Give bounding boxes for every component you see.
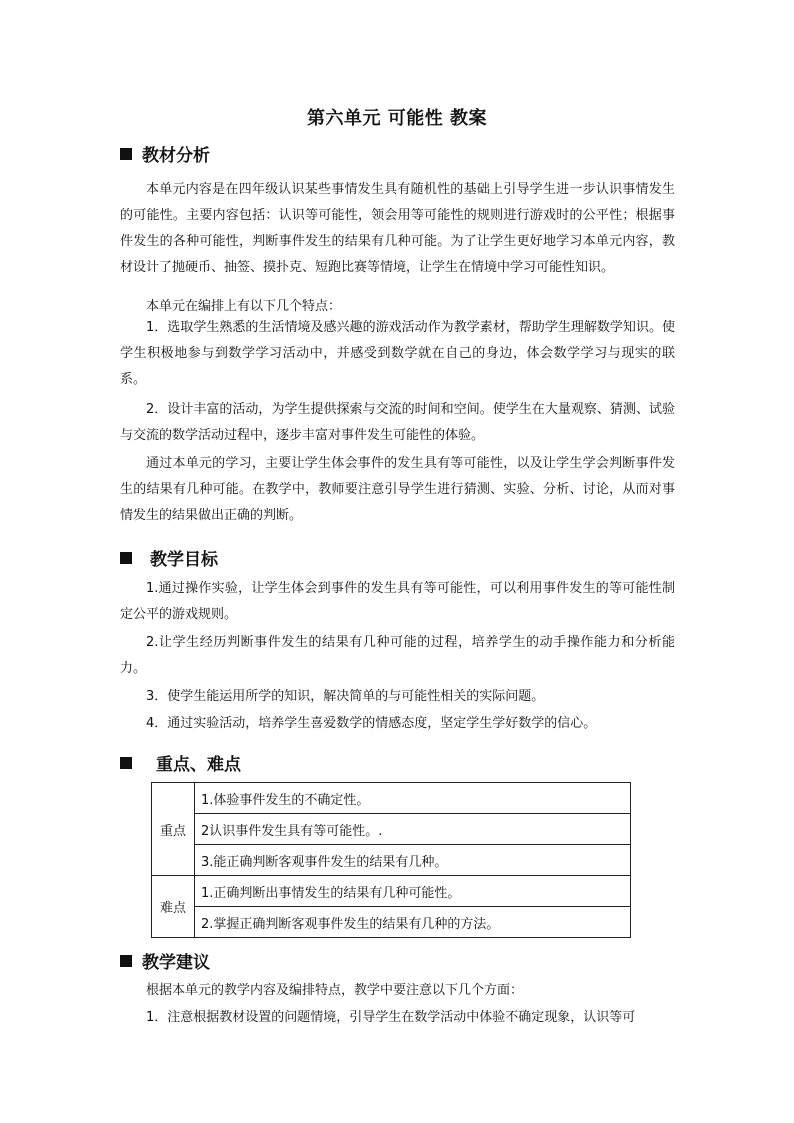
suggestion-1: 1．注意根据教材设置的问题情境，引导学生在数学活动中体验不确定现象，认识等可 [146, 1010, 636, 1025]
section-heading-label: 教学目标 [150, 550, 218, 570]
section-heading-label: 重点、难点 [156, 755, 241, 775]
objective-3: 3．使学生能运用所学的知识，解决简单的与可能性相关的实际问题。 [146, 689, 545, 704]
page-title: 第六单元 可能性 教案 [306, 108, 488, 129]
analysis-paragraph-5: 通过本单元的学习，主要让学生体会事件的发生具有等可能性，以及让学生学会判断事件发生的结果有几种可能。在教学中，教师要注意引导学生进行猜测、实验、分析、讨论，从而对事情发生的结果做出正确的判断。 [120, 456, 675, 523]
square-bullet-icon [120, 757, 132, 769]
analysis-paragraph-1: 本单元内容是在四年级认识某些事情发生具有随机性的基础上引导学生进一步认识事情发生的可能性。主要内容包括：认识等可能性，领会用等可能性的规则进行游戏时的公平性；根据事件发生的各种可能性，判断事件发生的结果有几种可能。为了让学生更好地学习本单元内容，教材设计了抛硬币、抽签、摸扑克、短跑比赛等情境，让学生在情境中学习可能性知识。 [120, 182, 675, 275]
difficulty-item: 1.正确判断出事情发生的结果有几种可能性。 [195, 876, 631, 907]
key-point-item: 1.体验事件发生的不确定性。 [195, 783, 631, 814]
analysis-paragraph-3: 1．选取学生熟悉的生活情境及感兴趣的游戏活动作为教学素材，帮助学生理解数学知识。使学生积极地参与到数学学习活动中，并感受到数学就在自己的身边，体会数学学习与现实的联系。 [120, 320, 675, 387]
objective-4: 4．通过实验活动，培养学生喜爱数学的情感态度，坚定学生学好数学的信心。 [146, 716, 597, 731]
table-row [152, 845, 631, 876]
difficulty-item: 2.掌握正确判断客观事件发生的结果有几种的方法。 [195, 907, 631, 938]
difficulty-label: 难点 [152, 876, 195, 938]
table-row [152, 876, 631, 907]
section-heading-label: 教学建议 [142, 953, 210, 973]
section-heading-objectives [120, 545, 218, 570]
section-heading-analysis [120, 141, 210, 166]
objective-2: 2.让学生经历判断事件发生的结果有几种可能的过程，培养学生的动手操作能力和分析能力。 [120, 635, 675, 676]
section-heading-label: 教材分析 [142, 146, 210, 166]
table-row [152, 783, 631, 814]
square-bullet-icon [120, 148, 132, 160]
section-heading-keypoints [120, 750, 241, 775]
section-heading-suggestions [120, 948, 210, 973]
suggestion-intro: 根据本单元的教学内容及编排特点，教学中要注意以下几个方面： [146, 983, 524, 998]
key-point-item: 2认识事件发生具有等可能性。. [195, 814, 631, 845]
square-bullet-icon [120, 955, 132, 967]
analysis-paragraph-2: 本单元在编排上有以下几个特点： [146, 299, 342, 314]
table-row [152, 814, 631, 845]
objective-1: 1.通过操作实验，让学生体会到事件的发生具有等可能性，可以利用事件发生的等可能性制定公平的游戏规则。 [120, 581, 675, 622]
key-points-label: 重点 [152, 783, 195, 876]
key-point-item: 3.能正确判断客观事件发生的结果有几种。 [195, 845, 631, 876]
analysis-paragraph-4: 2．设计丰富的活动，为学生提供探索与交流的时间和空间。使学生在大量观察、猜测、试验与交流的数学活动过程中，逐步丰富对事件发生可能性的体验。 [120, 402, 675, 443]
table-row [152, 907, 631, 938]
square-bullet-icon [120, 552, 132, 564]
key-difficulty-table [151, 782, 631, 938]
